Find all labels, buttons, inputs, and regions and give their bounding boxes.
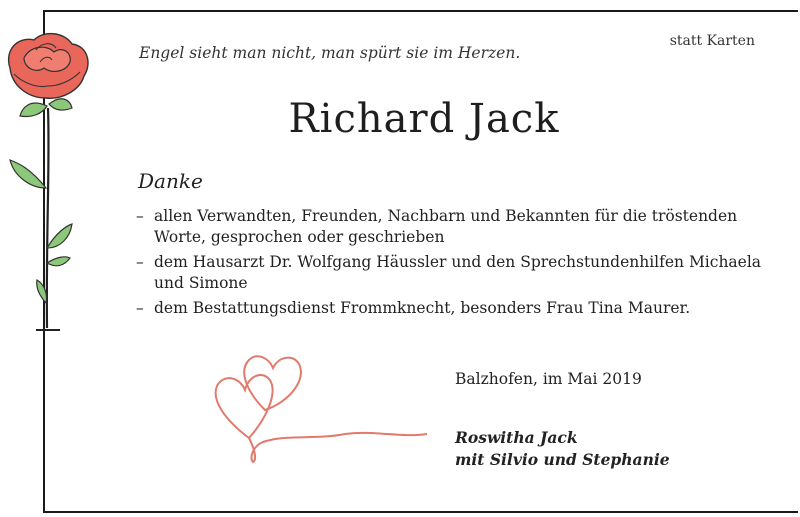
list-item [136,252,776,294]
signature-line: Roswitha Jack [455,428,578,447]
list-item [136,298,776,319]
thanks-text: dem Bestattungsdienst Frommknecht, besonders Frau Tina Maurer. [154,299,691,317]
thanks-list [136,206,776,323]
signature [455,427,670,471]
dash: – [136,253,144,271]
place-date: Balzhofen, im Mai 2019 [455,370,642,388]
notice-note: statt Karten [669,33,755,49]
motto: Engel sieht man nicht, man spürt sie im Herzen. [139,44,521,62]
thanks-text: dem Hausarzt Dr. Wolfgang Häussler und den Sprechstundenhilfen Michaela und Simone [154,253,762,292]
signature-line: mit Silvio und Stephanie [455,450,670,469]
dash: – [136,207,144,225]
dash: – [136,299,144,317]
list-item [136,206,776,248]
rose-icon [0,28,110,348]
hearts-icon [205,350,435,465]
thanks-heading: Danke [138,169,203,193]
thanks-text: allen Verwandten, Freunden, Nachbarn und Bekannten für die tröstenden Worte, gesprochen oder geschrieben [154,207,738,246]
deceased-name: Richard Jack [288,96,560,142]
